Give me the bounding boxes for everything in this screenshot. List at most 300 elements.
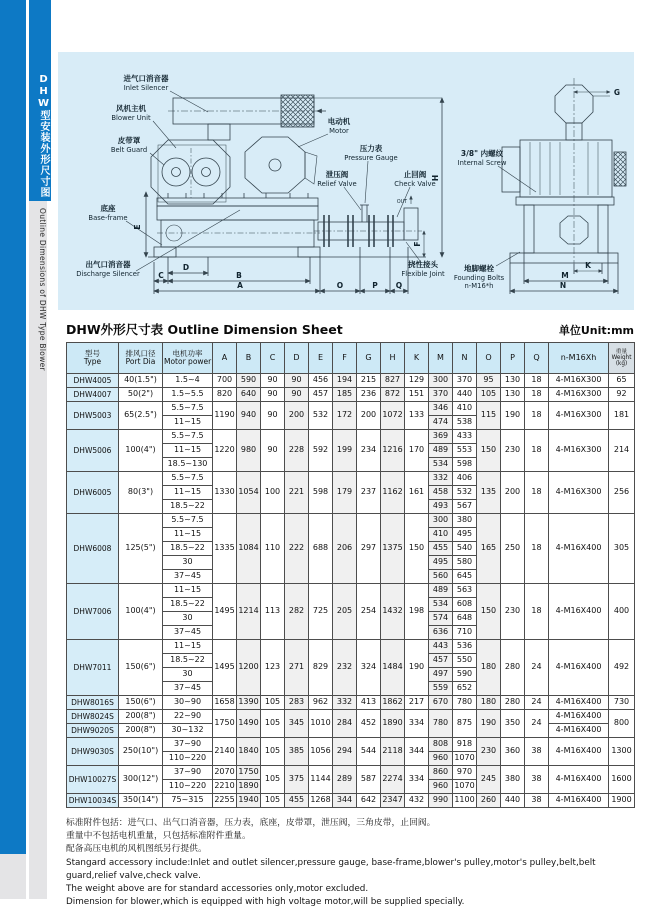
cell-port-dia: 150(6") [119,696,163,710]
cell-weight: 492 [609,640,635,696]
cell-dim-d: 455 [285,794,309,808]
cell-dim-n: 536 [453,640,477,654]
dim-letter-m: M [561,271,569,280]
col-header-dim-p: P [501,343,525,374]
cell-bolts: 4-M16X300 [549,374,609,388]
cell-port-dia: 80(3") [119,472,163,514]
cell-dim-p: 350 [501,710,525,738]
cell-dim-g: 234 [357,430,381,472]
dim-letter-n: N [559,281,567,290]
cell-dim-h: 1890 [381,710,405,738]
cell-dim-n: 598 [453,458,477,472]
dim-letter-out: OUT [396,200,408,205]
cell-model-type: DHW5006 [67,430,119,472]
cell-dim-o: 260 [477,794,501,808]
cell-dim-m: 493 [429,500,453,514]
cell-dim-k: 170 [405,430,429,472]
cell-dim-m: 410 [429,528,453,542]
cell-dim-b: 1940 [237,794,261,808]
cell-dim-k: 334 [405,710,429,738]
cell-dim-m: 370 [429,388,453,402]
cell-dim-a: 1190 [213,402,237,430]
cell-weight: 730 [609,696,635,710]
cell-dim-n: 645 [453,570,477,584]
cell-dim-c: 123 [261,640,285,696]
cell-dim-m: 489 [429,584,453,598]
cell-dim-h: 872 [381,388,405,402]
cell-dim-e: 725 [309,584,333,640]
cell-dim-n: 780 [453,696,477,710]
cell-port-dia: 50(2") [119,388,163,402]
table-row [67,696,635,710]
cell-dim-n: 410 [453,402,477,416]
cell-dim-d: 228 [285,430,309,472]
col-header-dim-k: K [405,343,429,374]
cell-dim-n: 532 [453,486,477,500]
cell-motor-power: 18.5~22 [163,654,213,668]
cell-dim-b: 940 [237,402,261,430]
cell-dim-f: 206 [333,514,357,584]
cell-motor-power: 30~90 [163,696,213,710]
cell-model-type: DHW10034S [67,794,119,808]
cell-dim-o: 180 [477,696,501,710]
col-header-dim-a: A [213,343,237,374]
dim-letter-e: E [133,224,142,230]
cell-dim-n: 433 [453,430,477,444]
cell-dim-b: 1084 [237,514,261,584]
cell-dim-h: 1072 [381,402,405,430]
cell-dim-q: 18 [525,430,549,472]
cell-dim-k: 334 [405,766,429,794]
cell-dim-e: 829 [309,640,333,696]
cell-dim-o: 190 [477,710,501,738]
sheet-title: DHW外形尺寸表 Outline Dimension Sheet [66,322,343,337]
cell-model-type: DHW7006 [67,584,119,640]
cell-dim-n: 538 [453,416,477,430]
blower-outline-drawing [58,52,634,310]
cell-motor-power: 11~15 [163,444,213,458]
dimension-table [66,342,635,808]
cell-dim-n: 875 [453,710,477,738]
cell-dim-m: 300 [429,374,453,388]
cell-dim-p: 380 [501,766,525,794]
cell-dim-b: 1840 [237,738,261,766]
cell-dim-o: 150 [477,430,501,472]
cell-dim-n: 440 [453,388,477,402]
footnote-line: The weight above are for standard accessories only,motor excluded. [66,883,369,894]
cell-dim-d: 385 [285,738,309,766]
cell-dim-m: 670 [429,696,453,710]
dim-letter-q: Q [395,281,403,290]
col-header-dim-g: G [357,343,381,374]
cell-dim-p: 130 [501,388,525,402]
cell-dim-n: 380 [453,514,477,528]
cell-dim-a: 1750 [213,710,237,738]
cell-dim-o: 105 [477,388,501,402]
cell-dim-n: 648 [453,612,477,626]
col-header-dim-q: Q [525,343,549,374]
cell-dim-n: 563 [453,584,477,598]
cell-dim-m: 474 [429,416,453,430]
cell-motor-power: 11~15 [163,486,213,500]
cell-dim-k: 217 [405,696,429,710]
cell-model-type: DHW8024S [67,710,119,724]
cell-port-dia: 200(8") [119,724,163,738]
cell-dim-n: 590 [453,668,477,682]
cell-dim-h: 1216 [381,430,405,472]
table-row [67,514,635,528]
cell-motor-power: 18.5~22 [163,542,213,556]
cell-motor-power: 30 [163,668,213,682]
cell-motor-power: 37~45 [163,682,213,696]
cell-dim-d: 271 [285,640,309,696]
cell-dim-e: 456 [309,374,333,388]
label-blower-unit-cn: 风机主机 [116,104,146,113]
cell-weight: 400 [609,584,635,640]
cell-dim-h: 1484 [381,640,405,696]
cell-dim-f: 344 [333,794,357,808]
cell-dim-n: 1100 [453,794,477,808]
cell-dim-b: 1390 [237,696,261,710]
cell-dim-n: 567 [453,500,477,514]
cell-dim-g: 254 [357,584,381,640]
cell-motor-power: 30~132 [163,724,213,738]
cell-motor-power: 22~90 [163,710,213,724]
cell-dim-a: 1495 [213,640,237,696]
cell-dim-a: 700 [213,374,237,388]
cell-dim-q: 18 [525,374,549,388]
cell-dim-e: 1144 [309,766,333,794]
col-header-power: 电机功率 Motor power [163,343,213,374]
cell-dim-a: 1330 [213,472,237,514]
cell-dim-p: 130 [501,374,525,388]
cell-dim-k: 198 [405,584,429,640]
col-header-dim-o: O [477,343,501,374]
cell-dim-n: 918 [453,738,477,752]
cell-dim-k: 161 [405,472,429,514]
cell-bolts: 4-M16X300 [549,402,609,430]
cell-dim-o: 245 [477,766,501,794]
cell-dim-b: 1214 [237,584,261,640]
col-header-dim-b: B [237,343,261,374]
cell-dim-p: 230 [501,584,525,640]
cell-dim-d: 90 [285,374,309,388]
page-content [58,0,634,909]
cell-dim-m: 346 [429,402,453,416]
cell-dim-n: 550 [453,654,477,668]
cell-dim-c: 90 [261,388,285,402]
cell-dim-a: 1335 [213,514,237,584]
cell-dim-f: 199 [333,430,357,472]
cell-motor-power: 18.5~22 [163,500,213,514]
cell-bolts: 4-M16X300 [549,388,609,402]
cell-dim-c: 90 [261,430,285,472]
cell-dim-k: 151 [405,388,429,402]
cell-dim-m: 990 [429,794,453,808]
cell-port-dia: 200(8") [119,710,163,724]
technical-drawing-panel [58,52,634,310]
cell-dim-e: 1056 [309,738,333,766]
cell-dim-q: 38 [525,794,549,808]
table-row [67,738,635,752]
label-belt-guard-cn: 皮带罩 [117,136,141,145]
table-row [67,430,635,444]
cell-dim-f: 294 [333,738,357,766]
cell-dim-g: 413 [357,696,381,710]
cell-port-dia: 100(4") [119,430,163,472]
footnote-line: 重量中不包括电机重量，只包括标准附件重量。 [66,831,251,842]
label-flexible-joint-en: Flexible Joint [401,270,445,278]
cell-dim-k: 129 [405,374,429,388]
cell-dim-n: 370 [453,374,477,388]
label-founding-bolts-spec: n-M16*h [464,282,494,290]
cell-bolts: 4-M16X400 [549,794,609,808]
cell-dim-b: 640 [237,388,261,402]
cell-dim-c: 90 [261,374,285,388]
col-header-dim-d: D [285,343,309,374]
cell-dim-a: 2210 [213,780,237,794]
table-row [67,472,635,486]
label-belt-guard-en: Belt Guard [110,146,148,154]
cell-dim-m: 780 [429,710,453,738]
cell-dim-q: 18 [525,388,549,402]
cell-weight: 65 [609,374,635,388]
cell-dim-a: 1495 [213,584,237,640]
table-row [67,388,635,402]
dim-letter-k: K [585,261,591,270]
cell-dim-f: 205 [333,584,357,640]
col-header-weight: 重量 Weight (kg) [609,343,635,374]
label-check-valve-cn: 止回阀 [403,170,427,179]
label-internal-screw-en: Internal Screw [457,159,507,167]
cell-dim-e: 688 [309,514,333,584]
cell-dim-c: 113 [261,584,285,640]
cell-dim-a: 820 [213,388,237,402]
sidebar-title-cn: DHW型安装外形尺寸图 [29,0,51,201]
cell-motor-power: 30 [163,612,213,626]
cell-dim-p: 440 [501,794,525,808]
unit-label: 单位Unit:mm [558,324,634,337]
label-check-valve-en: Check Valve [394,180,436,188]
cell-bolts: 4-M16X300 [549,472,609,514]
cell-dim-d: 200 [285,402,309,430]
cell-dim-n: 710 [453,626,477,640]
cell-weight: 800 [609,710,635,738]
cell-dim-e: 1268 [309,794,333,808]
cell-motor-power: 1.5~5.5 [163,388,213,402]
cell-weight: 181 [609,402,635,430]
cell-port-dia: 350(14") [119,794,163,808]
cell-model-type: DHW7011 [67,640,119,696]
cell-motor-power: 30 [163,556,213,570]
cell-dim-a: 2255 [213,794,237,808]
cell-dim-k: 150 [405,514,429,584]
cell-dim-n: 652 [453,682,477,696]
cell-dim-f: 179 [333,472,357,514]
table-row [67,402,635,416]
cell-dim-b: 1890 [237,780,261,794]
cell-motor-power: 37~45 [163,570,213,584]
cell-port-dia: 300(12") [119,766,163,794]
cell-dim-f: 232 [333,640,357,696]
cell-port-dia: 40(1.5") [119,374,163,388]
cell-dim-h: 827 [381,374,405,388]
cell-motor-power: 110~220 [163,780,213,794]
cell-model-type: DHW8016S [67,696,119,710]
cell-dim-g: 544 [357,738,381,766]
cell-dim-q: 18 [525,584,549,640]
label-discharge-silencer-cn: 出气口消音器 [85,260,131,269]
cell-dim-n: 1070 [453,752,477,766]
label-pressure-gauge-cn: 压力表 [359,144,383,153]
cell-dim-m: 300 [429,514,453,528]
cell-bolts: 4-M16X300 [549,430,609,472]
cell-weight: 256 [609,472,635,514]
col-header-dim-c: C [261,343,285,374]
cell-dim-b: 980 [237,430,261,472]
cell-dim-g: 642 [357,794,381,808]
footnote-line: 配备高压电机的风机图纸另行提供。 [66,844,207,855]
cell-dim-n: 1070 [453,780,477,794]
cell-dim-d: 221 [285,472,309,514]
cell-motor-power: 11~15 [163,528,213,542]
cell-port-dia: 125(5") [119,514,163,584]
label-flexible-joint-cn: 挠性接头 [408,260,438,269]
cell-dim-c: 105 [261,696,285,710]
table-row [67,374,635,388]
footnote-line: 标准附件包括：进气口、出气口消音器，压力表，底座，皮带罩，泄压阀，三角皮带，止回阀。 [66,818,436,828]
cell-dim-q: 18 [525,402,549,430]
cell-port-dia: 250(10") [119,738,163,766]
cell-dim-c: 105 [261,766,285,794]
cell-weight: 305 [609,514,635,584]
cell-bolts: 4-M16X400 [549,724,609,738]
cell-dim-o: 150 [477,584,501,640]
cell-motor-power: 37~90 [163,738,213,752]
dim-letter-c: C [158,271,164,280]
col-header-dim-f: F [333,343,357,374]
footnote-line: Stangard accessory include:Inlet and outlet silencer,pressure gauge, base-frame,blower's pulley,motor's pulley,belt,belt guard,relief valve,check valve. [66,857,596,881]
cell-dim-q: 24 [525,710,549,738]
cell-dim-b: 1490 [237,710,261,738]
cell-dim-n: 580 [453,556,477,570]
cell-dim-p: 280 [501,640,525,696]
cell-dim-k: 190 [405,640,429,696]
cell-dim-e: 457 [309,388,333,402]
cell-dim-c: 100 [261,472,285,514]
col-header-port: 排风口径 Port Dia [119,343,163,374]
cell-dim-g: 324 [357,640,381,696]
cell-dim-g: 200 [357,402,381,430]
cell-dim-h: 1375 [381,514,405,584]
cell-bolts: 4-M16X400 [549,766,609,794]
left-accent-bar [0,0,26,854]
cell-dim-m: 455 [429,542,453,556]
cell-weight: 214 [609,430,635,472]
cell-dim-m: 560 [429,570,453,584]
cell-dim-c: 105 [261,794,285,808]
cell-dim-f: 185 [333,388,357,402]
cell-motor-power: 5.5~7.5 [163,402,213,416]
col-header-dim-m: M [429,343,453,374]
cell-dim-b: 1750 [237,766,261,780]
cell-dim-g: 587 [357,766,381,794]
cell-model-type: DHW9020S [67,724,119,738]
cell-motor-power: 5.5~7.5 [163,514,213,528]
label-inlet-silencer-en: Inlet Silencer [123,84,169,92]
cell-dim-e: 532 [309,402,333,430]
cell-motor-power: 1.5~4 [163,374,213,388]
cell-dim-n: 608 [453,598,477,612]
cell-motor-power: 11~15 [163,640,213,654]
col-header-dim-e: E [309,343,333,374]
cell-motor-power: 37~45 [163,626,213,640]
table-row [67,794,635,808]
cell-dim-a: 1658 [213,696,237,710]
cell-dim-k: 432 [405,794,429,808]
cell-dim-f: 172 [333,402,357,430]
cell-dim-g: 452 [357,710,381,738]
cell-dim-d: 222 [285,514,309,584]
cell-dim-m: 559 [429,682,453,696]
cell-dim-c: 90 [261,402,285,430]
cell-dim-m: 534 [429,458,453,472]
cell-bolts: 4-M16X400 [549,738,609,766]
cell-dim-h: 2347 [381,794,405,808]
cell-dim-e: 1010 [309,710,333,738]
label-inlet-silencer-cn: 进气口消音器 [123,74,169,83]
cell-motor-power: 11~15 [163,584,213,598]
sidebar [29,0,56,899]
cell-dim-h: 2274 [381,766,405,794]
cell-dim-o: 115 [477,402,501,430]
cell-dim-f: 194 [333,374,357,388]
col-header-type: 型号 Type [67,343,119,374]
cell-dim-d: 283 [285,696,309,710]
label-founding-bolts-en: Founding Bolts [453,274,505,282]
label-founding-bolts-cn: 地脚螺栓 [464,264,494,273]
cell-dim-q: 38 [525,738,549,766]
cell-dim-g: 215 [357,374,381,388]
cell-weight: 1600 [609,766,635,794]
cell-dim-n: 540 [453,542,477,556]
label-discharge-silencer-en: Discharge Silencer [76,270,140,278]
cell-dim-m: 534 [429,598,453,612]
cell-dim-o: 135 [477,472,501,514]
cell-weight: 1900 [609,794,635,808]
cell-dim-f: 289 [333,766,357,794]
cell-dim-g: 237 [357,472,381,514]
cell-dim-e: 592 [309,430,333,472]
col-header-bolts: n-M16Xh [549,343,609,374]
cell-model-type: DHW6008 [67,514,119,584]
cell-model-type: DHW4005 [67,374,119,388]
cell-motor-power: 5.5~7.5 [163,472,213,486]
cell-dim-e: 962 [309,696,333,710]
cell-dim-p: 360 [501,738,525,766]
cell-dim-m: 369 [429,430,453,444]
cell-motor-power: 5.5~7.5 [163,430,213,444]
cell-dim-a: 2140 [213,738,237,766]
cell-dim-m: 458 [429,486,453,500]
cell-dim-p: 190 [501,402,525,430]
cell-dim-h: 1862 [381,696,405,710]
cell-weight: 92 [609,388,635,402]
cell-dim-q: 24 [525,640,549,696]
cell-dim-q: 38 [525,766,549,794]
label-motor-en: Motor [329,127,349,135]
cell-dim-m: 457 [429,654,453,668]
